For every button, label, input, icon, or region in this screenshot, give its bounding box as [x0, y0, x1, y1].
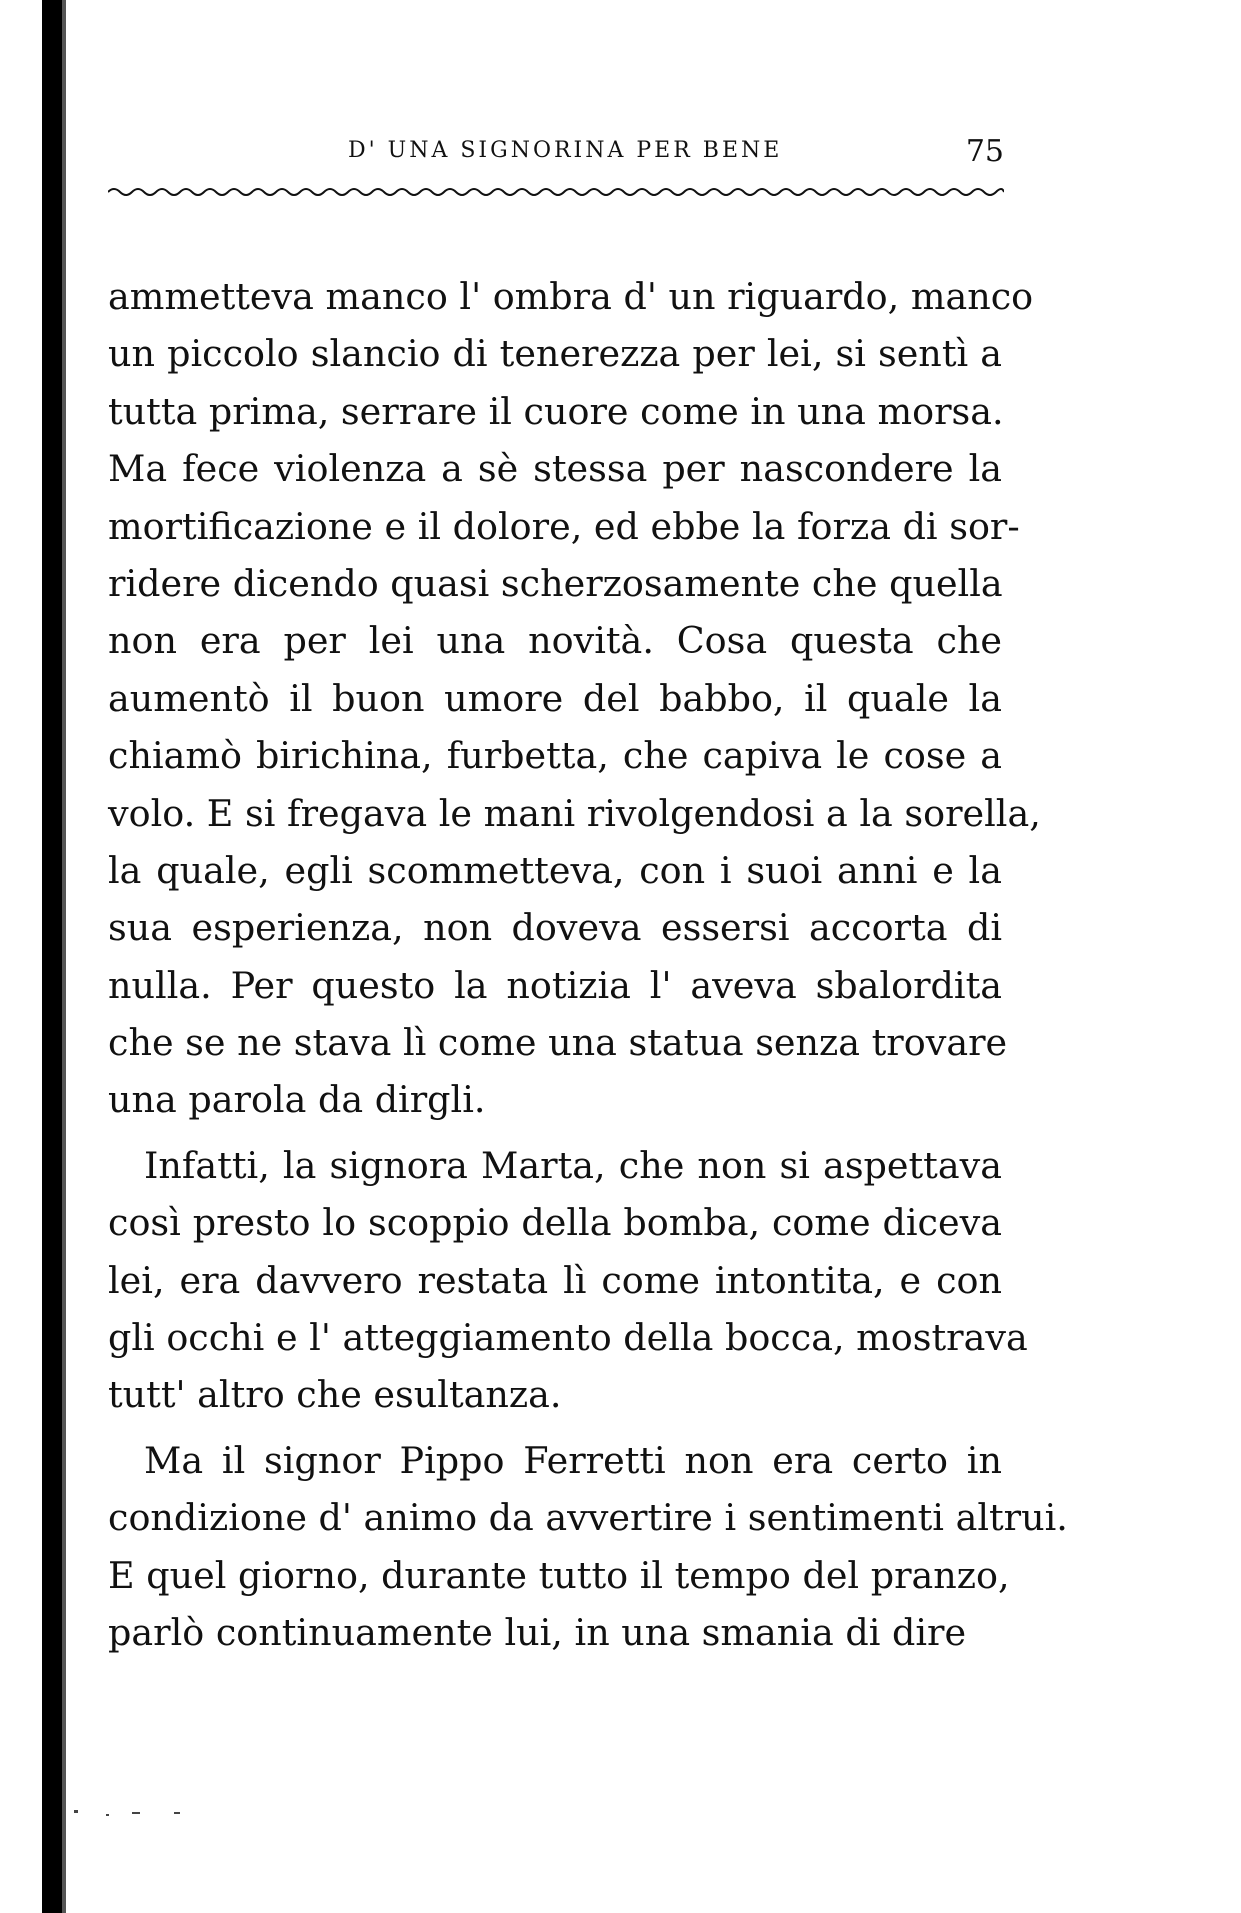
text-line: così presto lo scoppio della bomba, come diceva	[108, 1201, 1002, 1245]
text-line: mortificazione e il dolore, ed ebbe la forza di sor-	[108, 504, 1020, 548]
running-head	[108, 132, 1004, 172]
text-line: la quale, egli scommetteva, con i suoi anni e la	[108, 848, 1002, 892]
book-spine-shadow	[42, 0, 62, 1913]
text-line: che se ne stava lì come una statua senza trovare	[108, 1021, 1008, 1065]
paragraph	[108, 1432, 1068, 1662]
text-line: gli occhi e l' atteggiamento della bocca, mostrava	[108, 1316, 1028, 1360]
running-title: D' UNA SIGNORINA PER BENE	[348, 138, 783, 163]
text-line: Ma il signor Pippo Ferretti non era certo in	[144, 1438, 1002, 1482]
scan-speck	[74, 1810, 78, 1813]
text-line: Infatti, la signora Marta, che non si aspettava	[144, 1143, 1002, 1187]
text-line: Ma fece violenza a sè stessa per nascondere la	[108, 447, 1002, 491]
scan-specks	[70, 1800, 190, 1840]
text-line: tutta prima, serrare il cuore come in una morsa.	[108, 389, 1004, 433]
scan-speck	[132, 1812, 140, 1814]
paragraph	[108, 268, 1041, 1129]
text-line: sua esperienza, non doveva essersi accorta di	[108, 906, 1002, 950]
text-line: E quel giorno, durante tutto il tempo del pranzo,	[108, 1553, 1010, 1597]
text-line: non era per lei una novità. Cosa questa che	[108, 619, 1002, 663]
paragraph-gap	[108, 1424, 1002, 1432]
text-line: aumentò il buon umore del babbo, il quale la	[108, 676, 1002, 720]
text-line: lei, era davvero restata lì come intontita, e con	[108, 1258, 1002, 1302]
text-line: un piccolo slancio di tenerezza per lei, si sentì a	[108, 332, 1002, 376]
text-line: volo. E si fregava le mani rivolgendosi a la sorella,	[108, 791, 1041, 835]
body-text	[108, 268, 1068, 1661]
paragraph	[108, 1137, 1028, 1424]
text-line: ridere dicendo quasi scherzosamente che quella	[108, 561, 1003, 605]
ornamental-wavy-rule	[108, 184, 1004, 200]
text-line: ammetteva manco l' ombra d' un riguardo, manco	[108, 275, 1034, 318]
text-line: parlò continuamente lui, in una smania di dire	[108, 1610, 967, 1654]
text-line: nulla. Per questo la notizia l' aveva sbalordita	[108, 963, 1002, 1007]
text-line: tutt' altro che esultanza.	[108, 1373, 562, 1417]
text-line: una parola da dirgli.	[108, 1078, 486, 1122]
book-spine-edge	[62, 0, 66, 1913]
text-line: chiamò birichina, furbetta, che capiva le cose a	[108, 734, 1002, 778]
paragraph-gap	[108, 1129, 1002, 1137]
text-line: condizione d' animo da avvertire i sentimenti altrui.	[108, 1496, 1068, 1540]
scan-speck	[106, 1814, 109, 1816]
scan-speck	[174, 1812, 180, 1814]
page-number: 75	[965, 134, 1004, 169]
